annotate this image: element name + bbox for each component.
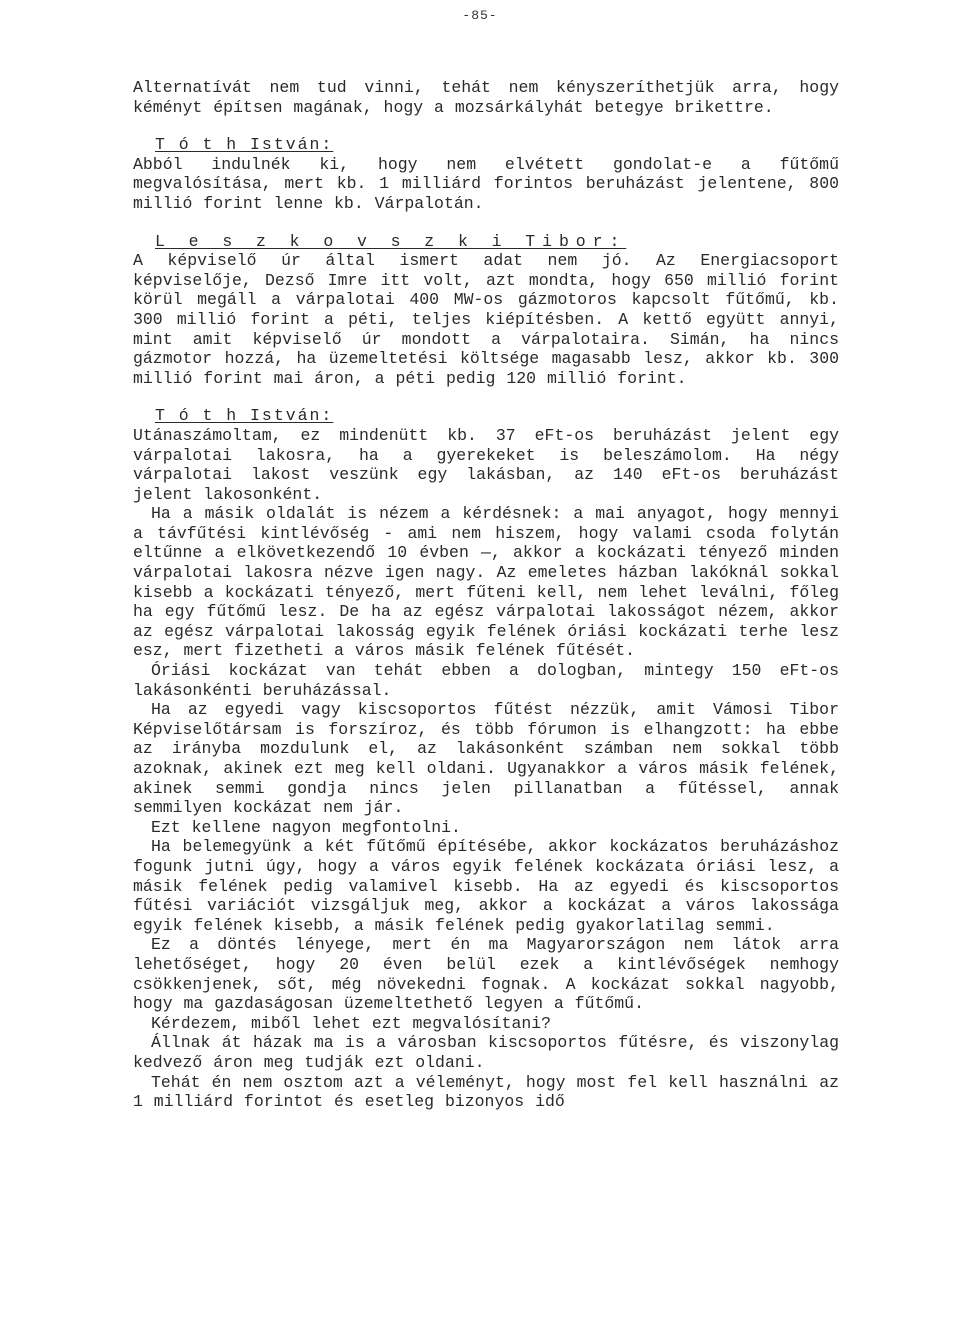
paragraph: Ha belemegyünk a két fűtőmű építésébe, akkor kockázatos beruházáshoz fogunk jutni úgy, hogy a város egyik felének kockázata óriási lesz, a másik felének pedig valamivel kisebb. Ha az egyedi és kiscsoportos fűtési variációt vizsgáljuk meg, akkor a kockázat a város lakossága egyik felének kisebb, a másik felének pedig gyakorlatilag semmi. [133,837,839,935]
paragraph-intro: Alternatívát nem tud vinni, tehát nem kényszeríthetjük arra, hogy kéményt építsen magának, hogy a mozsárkályhát betegye brikettre. [133,78,839,117]
paragraph: A képviselő úr által ismert adat nem jó. Az Energiacsoport képviselője, Dezső Imre itt volt, azt mondta, hogy 650 millió forint körül megáll a várpalotai 400 MW-os gázmotoros kapcsolt fűtőmű, kb. 300 millió forint a péti, teljes kiépítésben. A kettő együtt annyi, mint amit képviselő úr mondott a várpalotaira. Simán, ha nincs gázmotor hozzá, ha üzemeltetési költsége magasabb lesz, akkor kb. 300 millió forint mai áron, a péti pedig 120 millió forint. [133,251,839,388]
paragraph: Abból indulnék ki, hogy nem elvétett gondolat-e a fűtőmű megvalósítása, mert kb. 1 milliárd forintos beruházást jelentene, 800 millió forint lenne kb. Várpalotán. [133,154,839,213]
speaker-heading: T ó t h István: [155,406,334,426]
speaker-heading: T ó t h István: [155,135,334,155]
paragraph: Óriási kockázat van tehát ebben a dologban, mintegy 150 eFt-os lakásonkénti beruházással. [133,661,839,700]
paragraph: Tehát én nem osztom azt a véleményt, hogy most fel kell használni az 1 milliárd forintot és esetleg bizonyos idő [133,1072,839,1112]
paragraph: Utánaszámoltam, ez mindenütt kb. 37 eFt-os beruházást jelent egy várpalotai lakosra, ha a gyerekeket is beleszámolom. Ha négy várpalotai lakost veszünk egy lakásban, az 140 eFt-os beruházást jelent lakosonként. [133,425,839,504]
paragraph: Ha az egyedi vagy kiscsoportos fűtést nézzük, amit Vámosi Tibor Képviselőtársam is forszíroz, és több fórumon is elhangzott: ha ebbe az irányba mozdulunk el, az lakásonként számban nem sokkal több azoknak, akinek ezt meg kell oldani. Ugyanakkor a város másik felének, akinek semmi gondja nincs jelen pillanatban a fűtéssel, annak semmilyen kockázat nem jár. [133,700,839,818]
speaker-heading: L e s z k o v s z k i Tibor: [155,231,627,251]
paragraph: Kérdezem, miből lehet ezt megvalósítani? [151,1013,552,1033]
page-number: -85- [462,8,498,23]
paragraph: Ezt kellene nagyon megfontolni. [151,817,461,837]
paragraph: Állnak át házak ma is a városban kiscsoportos fűtésre, és viszonylag kedvező áron meg tudják ezt oldani. [133,1033,839,1072]
paragraph: Ha a másik oldalát is nézem a kérdésnek: a mai anyagot, hogy mennyi a távfűtési kintlévőség - ami nem hiszem, hogy valami csoda folytán eltűnne a elkövetkezendő 10 évben —, akkor a kockázati tényező minden várpalotai lakosra nézve igen nagy. Az emeletes házban lakóknál sokkal kisebb a kockázati tényező, mert fűteni kell, nem lehet leválni, főleg ha egy fűtőmű lesz. De ha az egész várpalotai lakosságot nézem, akkor az egész várpalotai lakosság egyik felének óriási kockázati terhe lesz esz, mert fizetheti a város másik felének fűtését. [133,504,839,661]
paragraph: Ez a döntés lényege, mert én ma Magyarországon nem látok arra lehetőséget, hogy 20 éven belül ezek a kintlévőségek nemhogy csökkenjenek, sőt, még növekedni fognak. A kockázat sokkal nagyobb, hogy ma gazdaságosan üzemeltethető legyen a fűtőmű. [133,935,839,1014]
document-body [133,78,839,1112]
